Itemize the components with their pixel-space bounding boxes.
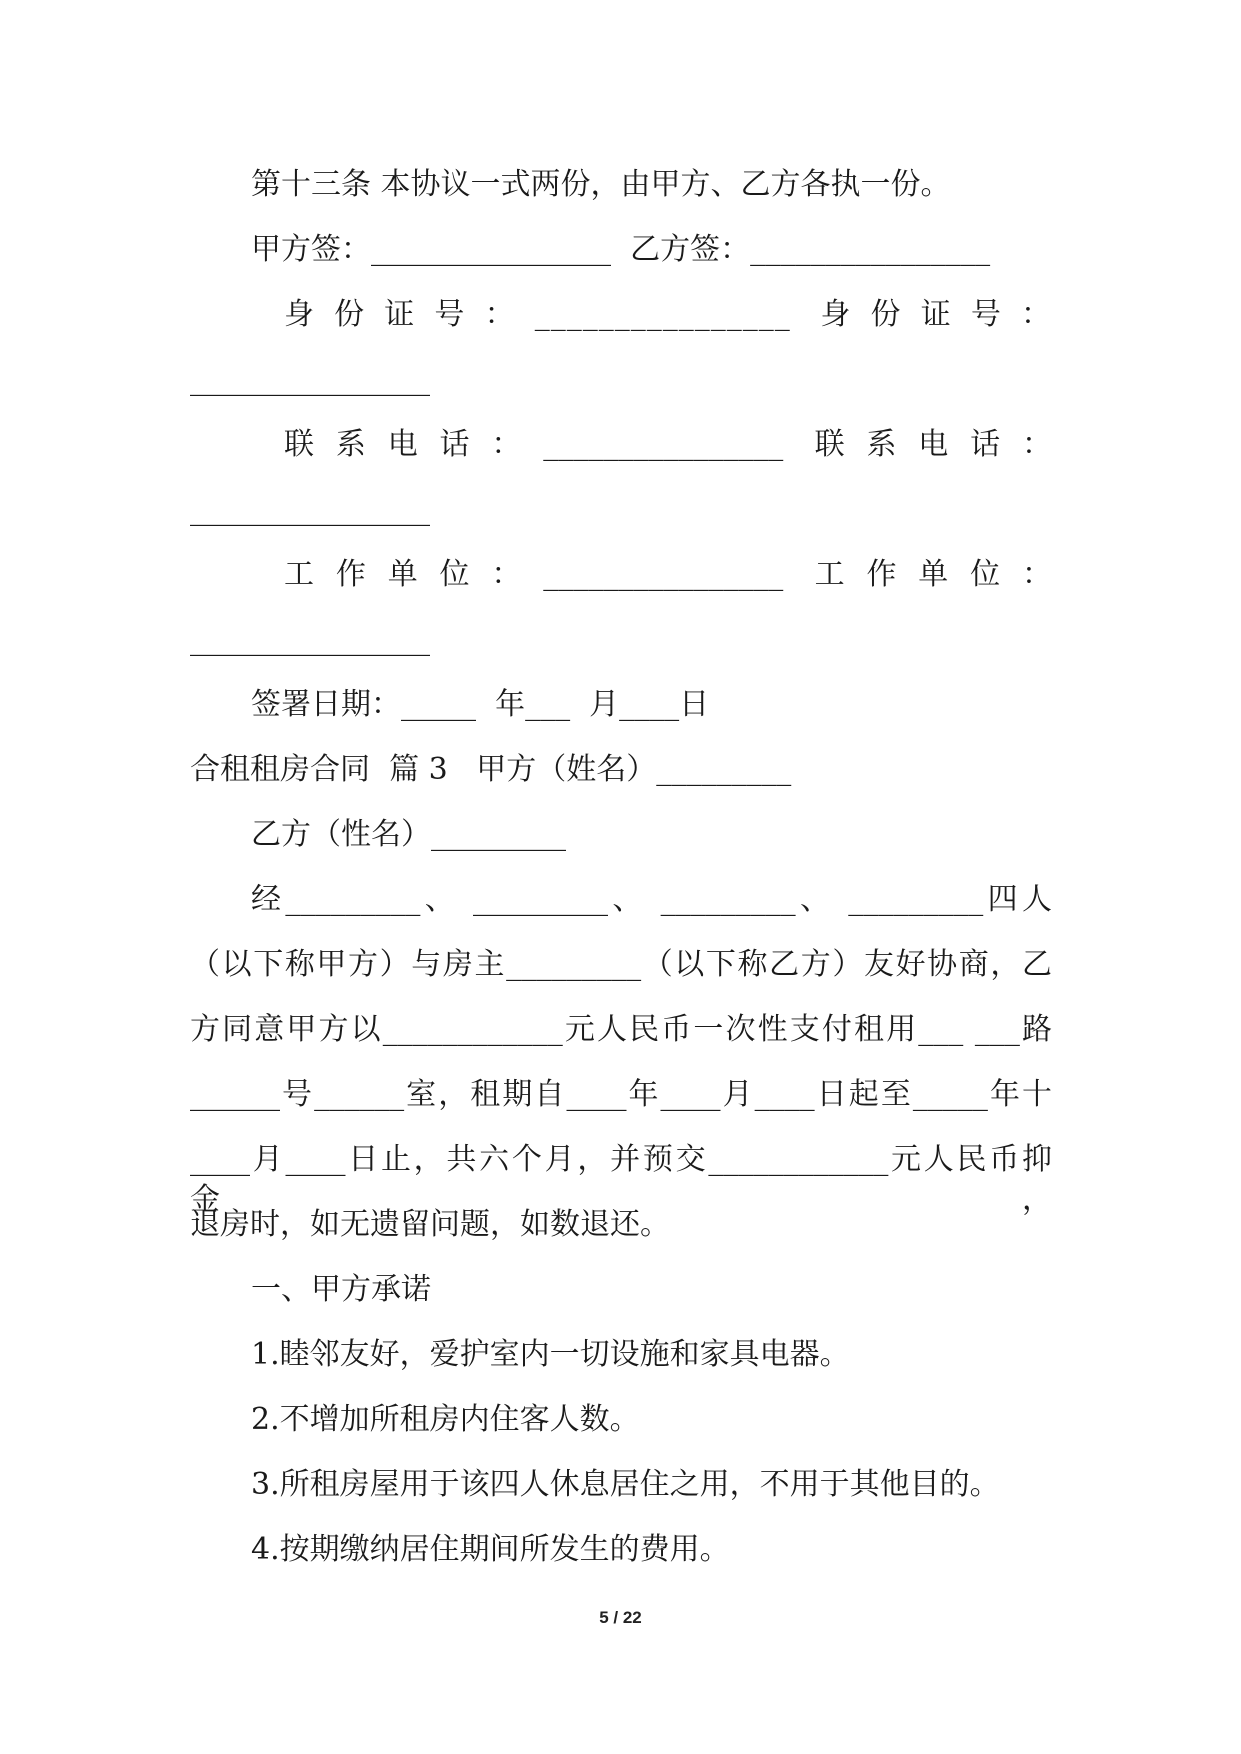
list-item-4: 4.按期缴纳居住期间所发生的费用。 — [251, 1532, 730, 1567]
employer-line: 工作单位：________________ 工作单位： — [284, 557, 1052, 592]
id-number-blank: ________________ — [190, 362, 430, 397]
paragraph-line-3: 方同意甲方以____________元人民币一次性支付租用___ ___路 — [190, 1012, 1052, 1047]
clause-13-line: 第十三条 本协议一式两份，由甲方、乙方各执一份。 — [251, 167, 951, 202]
id-number-line: 身份证号：________________ 身份证号： — [284, 297, 1052, 332]
paragraph-line-5: ____月____日止，共六个月，并预交____________元人民币抑金， — [190, 1142, 1052, 1217]
signing-date-line: 签署日期：_____ 年___ 月____日 — [251, 687, 710, 722]
party-b-line: 乙方（性名）_________ — [251, 817, 566, 852]
section-one-heading: 一、甲方承诺 — [251, 1272, 431, 1307]
page-number: 5 / 22 — [599, 1608, 642, 1627]
list-item-3: 3.所租房屋用于该四人休息居住之用，不用于其他目的。 — [251, 1467, 1000, 1502]
paragraph-line-4: ______号______室，租期自____年____月____日起至_____年十 — [190, 1077, 1052, 1112]
list-item-1: 1.睦邻友好，爱护室内一切设施和家具电器。 — [251, 1337, 850, 1372]
paragraph-line-6: 退房时，如无遗留问题，如数退还。 — [190, 1207, 670, 1242]
phone-blank: ________________ — [190, 492, 430, 527]
phone-line: 联系电话：________________ 联系电话： — [284, 427, 1052, 462]
list-item-2: 2.不增加所租房内住客人数。 — [251, 1402, 640, 1437]
paragraph-line-1: 经_________、 _________、 _________、 _________四人 — [251, 882, 1052, 917]
employer-blank: ________________ — [190, 622, 430, 657]
signature-line: 甲方签：________________ 乙方签：________________ — [251, 232, 991, 267]
paragraph-line-2: （以下称甲方）与房主_________（以下称乙方）友好协商，乙 — [190, 947, 1052, 982]
section-heading-line: 合租租房合同 篇 3 甲方（姓名）_________ — [190, 752, 792, 787]
